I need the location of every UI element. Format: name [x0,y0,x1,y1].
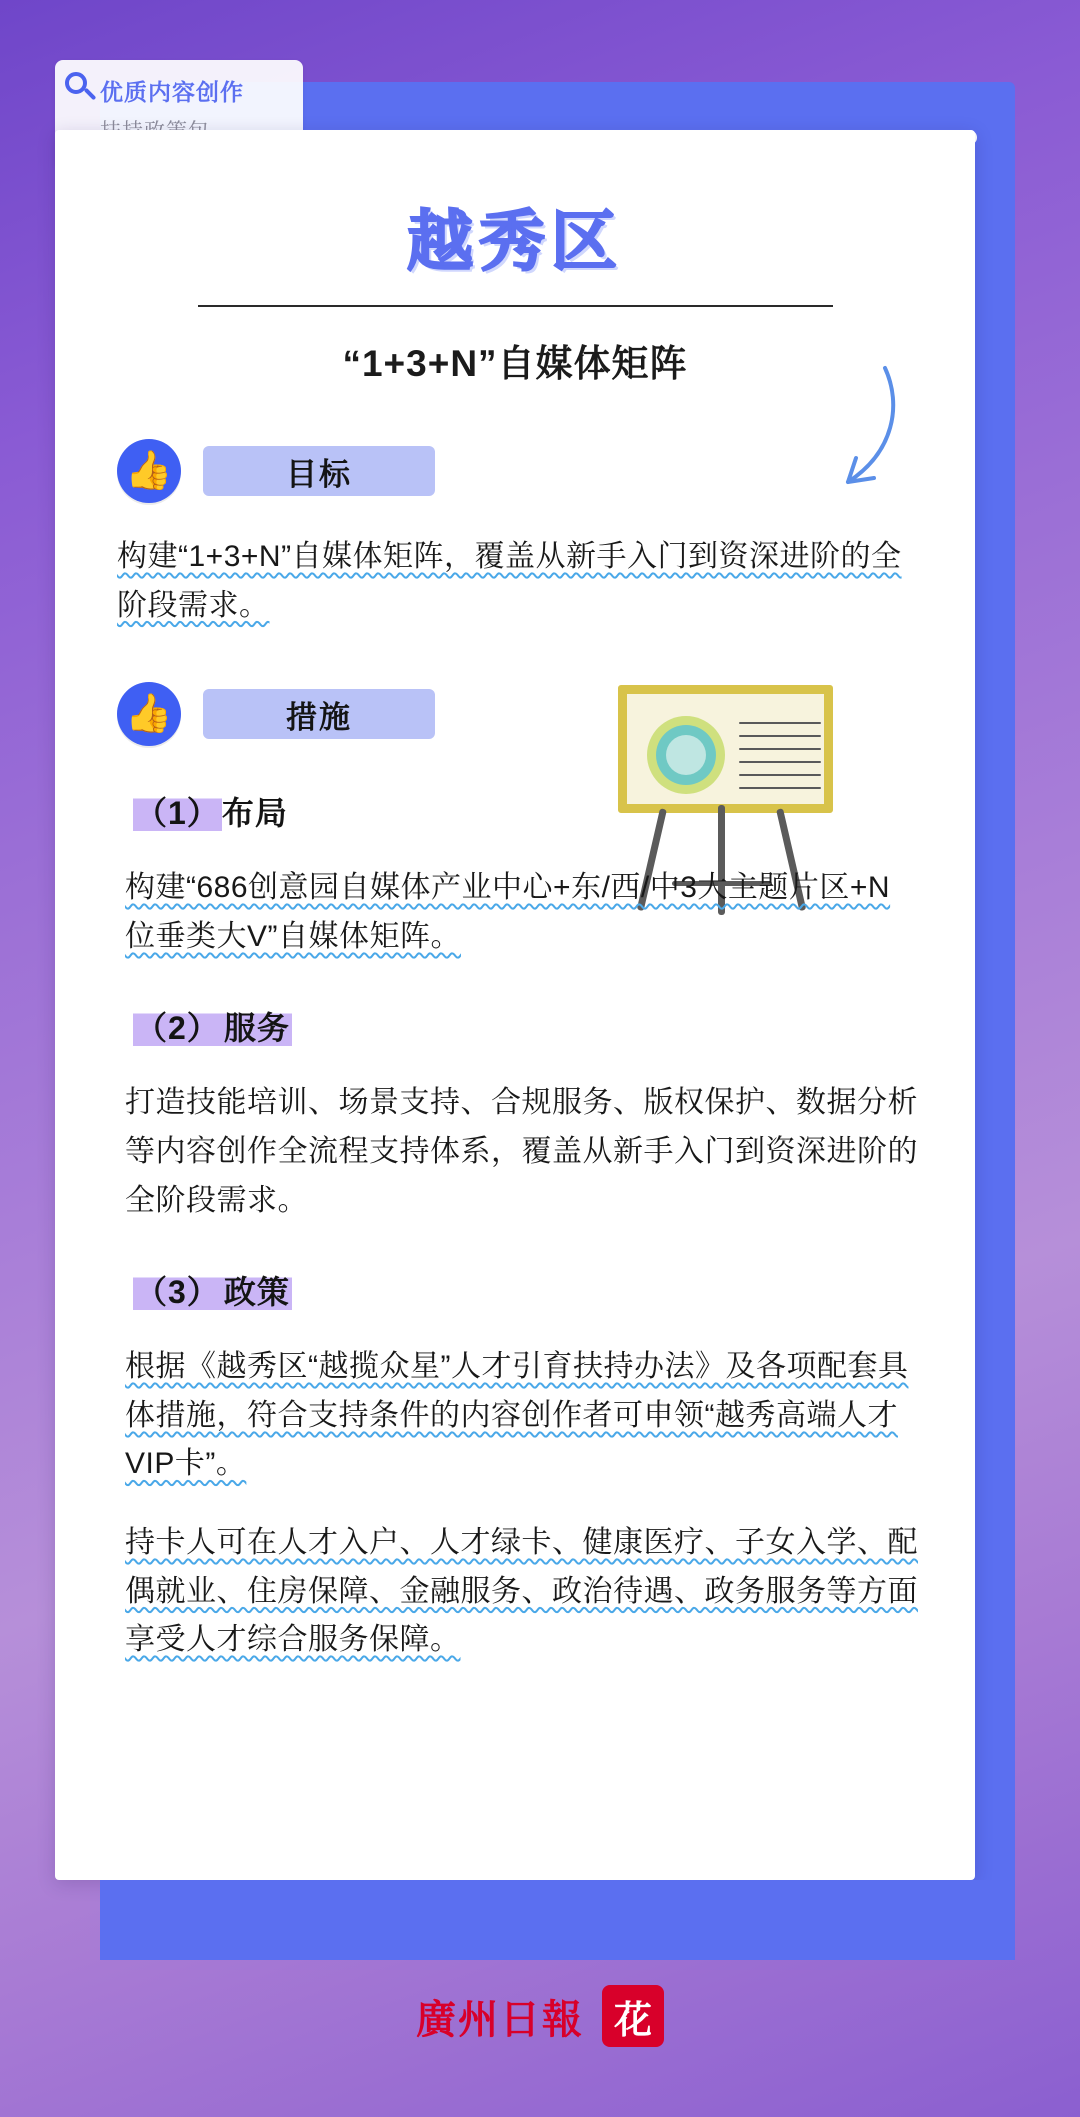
paragraph-policy-2: 持卡人可在人才入户、人才绿卡、健康医疗、子女入学、配偶就业、住房保障、金融服务、政治待遇、政务服务等方面享受人才综合服务保障。 [125,1525,918,1657]
section-header-measures [117,682,975,746]
search-icon [63,72,97,106]
thumbs-up-icon: 👍 [117,682,181,746]
subheading-service: （2） 服务 [135,1010,290,1047]
paragraph-goal: 构建“1+3+N”自媒体矩阵，覆盖从新手入门到资深进阶的全阶段需求。 [117,540,902,622]
brand-text: 廣州日報 [416,1995,584,2043]
subheading-policy: （3） 政策 [135,1274,290,1311]
section-title-measures: 措施 [203,689,435,739]
paragraph-policy-1: 根据《越秀区“越揽众星”人才引育扶持办法》及各项配套具体措施，符合支持条件的内容创作者可申领“越秀高端人才VIP卡”。 [125,1350,909,1481]
content-sheet [55,130,975,1880]
subheading-layout: （1）布局 [135,795,288,832]
bottom-strip [100,1880,1015,1960]
title-divider [198,305,833,307]
brand-mark-icon: 花 [602,1985,664,2047]
section-title-goal: 目标 [203,446,435,496]
page-title: 越秀区 [407,203,623,280]
tab-title: 优质内容创作 [100,79,244,105]
curved-arrow-icon [790,360,900,510]
paragraph-service: 打造技能培训、场景支持、合规服务、版权保护、数据分析等内容创作全流程支持体系，覆盖从新手入门到资深进阶的全阶段需求。 [125,1086,918,1217]
paragraph-layout: 构建“686创意园自媒体产业中心+东/西/中3大主题片区+N位垂类大V”自媒体矩阵。 [125,871,891,953]
page-subtitle: “1+3+N”自媒体矩阵 [342,343,688,384]
thumbs-up-icon: 👍 [117,439,181,503]
policy-card [55,60,1015,1960]
footer-brand [0,1985,1080,2047]
